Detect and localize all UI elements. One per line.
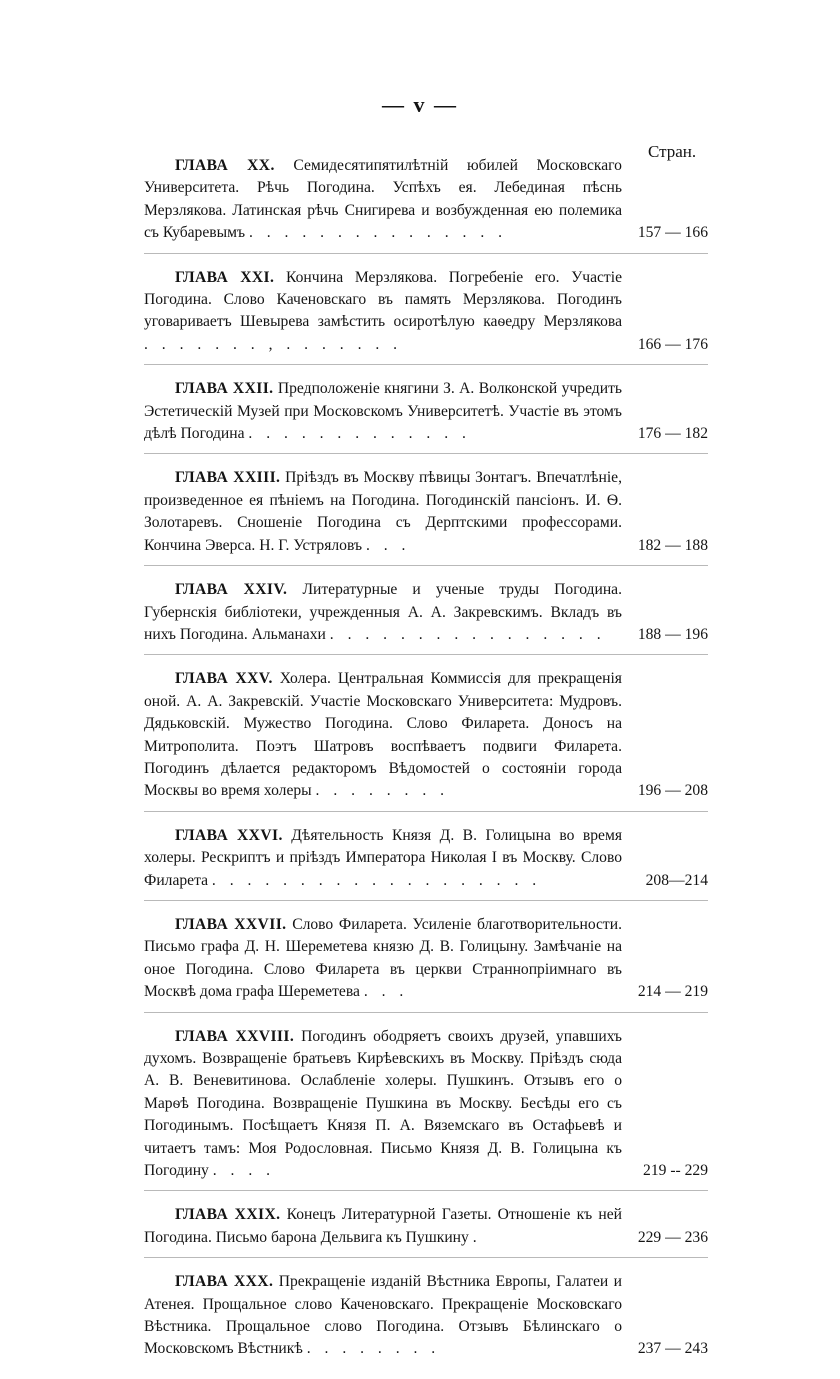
toc-entry-text xyxy=(144,668,622,802)
toc-entry-text xyxy=(144,825,622,892)
dot-leader: . . . xyxy=(365,536,411,554)
toc-entry xyxy=(144,264,708,366)
chapter-label: ГЛАВА XXVI. xyxy=(175,826,283,844)
toc-entry-text xyxy=(144,914,622,1004)
toc-entry xyxy=(144,1268,708,1369)
toc-entry-text xyxy=(144,1026,622,1183)
chapter-label: ГЛАВА XX. xyxy=(175,157,275,174)
chapter-description: Холера. Центральная Коммиссія для прекращенія оной. А. А. Закревскій. Участіе Московскаго Университета: Мудровъ. Дядьковскій. Мужество Погодина. Слово Филарета. Доносъ на Митрополита. Поэтъ Шатровъ воспѣваетъ подвиги Филарета. Погодинъ дѣлается редакторомъ Вѣдомостей о состояніи города Москвы во время холеры xyxy=(144,670,622,800)
table-of-contents xyxy=(144,152,708,1379)
chapter-label: ГЛАВА XXVII. xyxy=(175,915,287,933)
chapter-label: ГЛАВА XXIX. xyxy=(175,1206,281,1224)
toc-entry xyxy=(144,576,708,655)
page-range: 166 — 176 xyxy=(637,335,708,353)
page-range: 188 — 196 xyxy=(637,625,708,643)
toc-entry xyxy=(144,665,708,811)
chapter-description: Кончина Мерзлякова. Погребеніе его. Участіе Погодина. Слово Каченовскаго въ память Мерзлякова. Погодинъ уговариваетъ Шевырева замѣстить осиротѣлую каѳедру Мерзлякова xyxy=(144,268,622,331)
chapter-description: Прекращеніе изданій Вѣстника Европы, Галатеи и Атенея. Прощальное слово Каченовскаго. Прекращеніе Московскаго Вѣстника. Прощальное слово Погодина. Отзывъ Бѣлинскаго о Московскомъ Вѣстникѣ xyxy=(144,1273,623,1358)
dot-leader: . . . xyxy=(363,983,409,1001)
chapter-description: Пріѣздъ въ Москву пѣвицы Зонтагъ. Впечатлѣніе, произведенное ея пѣніемъ на Погодина. Погодинскій пансіонъ. И. Ѳ. Золотаревъ. Сношеніе Погодина съ Дерптскими профессорами. Кончина Эверса. Н. Г. Устряловъ xyxy=(144,469,623,554)
toc-entry-text xyxy=(144,1204,622,1249)
toc-entry-text xyxy=(144,155,622,245)
page-range: 157 — 166 xyxy=(637,224,708,242)
dot-leader: . . . . . . . . xyxy=(306,1340,441,1358)
page-number: — v — xyxy=(382,92,458,117)
toc-entry xyxy=(144,375,708,454)
chapter-label: ГЛАВА XXVIII. xyxy=(175,1027,295,1045)
toc-entry-text xyxy=(144,267,622,357)
dot-leader: . . . . xyxy=(212,1162,276,1180)
page-column-heading: Стран. xyxy=(648,142,697,161)
page-range: 182 — 188 xyxy=(637,536,708,554)
chapter-label: ГЛАВА XXIII. xyxy=(175,469,281,487)
dot-leader: . . . . . . . . . . . . . . . . . . . xyxy=(211,871,542,889)
dot-leader: . . . . . . . . xyxy=(315,782,450,800)
toc-entry-text xyxy=(144,378,622,445)
toc-entry xyxy=(144,1201,708,1258)
dot-leader: . . . . . . . , . . . . . . . xyxy=(144,335,403,353)
chapter-label: ГЛАВА XXIV. xyxy=(175,581,288,599)
page-range: 229 — 236 xyxy=(637,1228,708,1246)
page-range: 237 — 243 xyxy=(637,1340,708,1358)
chapter-description: Предположеніе княгини З. А. Волконской учредить Эстетическій Музей при Московскомъ Университетѣ. Участіе въ этомъ дѣлѣ Погодина xyxy=(144,380,622,443)
toc-entry-text xyxy=(144,467,622,557)
page-range: 196 — 208 xyxy=(637,782,708,800)
chapter-description: Погодинъ ободряетъ своихъ друзей, упавшихъ духомъ. Возвращеніе братьевъ Кирѣевскихъ въ Москву. Пріѣздъ сюда А. В. Веневитинова. Ослабленіе холеры. Пушкинъ. Отзывъ его о Марѳѣ Погодина. Возвращеніе Пушкина въ Москву. Бесѣды его съ Погодинымъ. Посѣщаетъ Князя П. А. Вяземскаго въ Остафьевѣ и читаетъ тамъ: Моя Родословная. Письмо Князя Д. В. Голицына къ Погодину xyxy=(144,1027,622,1180)
page-range: 219 -- 229 xyxy=(643,1162,708,1180)
dot-leader: . xyxy=(472,1228,482,1246)
chapter-label: ГЛАВА XXV. xyxy=(175,670,273,688)
toc-entry xyxy=(144,822,708,901)
chapter-description: Литературные и ученые труды Погодина. Губернскія библіотеки, учрежденныя А. А. Закревскимъ. Вкладъ въ нихъ Погодина. Альманахи xyxy=(144,581,622,643)
toc-entry-text xyxy=(144,1271,622,1361)
toc-entry xyxy=(144,152,708,254)
toc-entry-text xyxy=(144,579,622,646)
chapter-label: ГЛАВА XXX. xyxy=(175,1273,274,1291)
chapter-description: Дѣятельность Князя Д. В. Голицына во время холеры. Рескриптъ и пріѣздъ Императора Николая I въ Москву. Слово Филарета xyxy=(144,826,622,889)
chapter-description: Конецъ Литературной Газеты. Отношеніе къ ней Погодина. Письмо барона Дельвига къ Пушкину xyxy=(144,1206,622,1246)
page-range: 214 — 219 xyxy=(637,983,708,1001)
chapter-label: ГЛАВА XXI. xyxy=(175,268,275,286)
dot-leader: . . . . . . . . . . . . . xyxy=(248,425,471,443)
page-range: 208—214 xyxy=(645,871,708,889)
dot-leader: . . . . . . . . . . . . . . . xyxy=(248,224,508,242)
chapter-description: Слово Филарета. Усиленіе благотворительности. Письмо графа Д. Н. Шереметева князю Д. В. Голицыну. Замѣчаніе на оное Погодина. Слово Филарета въ церкви Страннопріимнаго въ Москвѣ дома графа Шереметева xyxy=(144,915,622,1001)
toc-entry xyxy=(144,1023,708,1192)
chapter-description: Семидесятипятилѣтній юбилей Московскаго Университета. Рѣчь Погодина. Успѣхъ ея. Лебединая пѣснь Мерзлякова. Латинская рѣчь Снигирева и возбужденная ею полемика съ Кубаревымъ xyxy=(144,157,622,242)
toc-entry xyxy=(144,911,708,1013)
page-range: 176 — 182 xyxy=(637,425,708,443)
chapter-label: ГЛАВА XXII. xyxy=(175,380,274,398)
toc-entry xyxy=(144,464,708,566)
dot-leader: . . . . . . . . . . . . . . . . xyxy=(329,625,606,643)
